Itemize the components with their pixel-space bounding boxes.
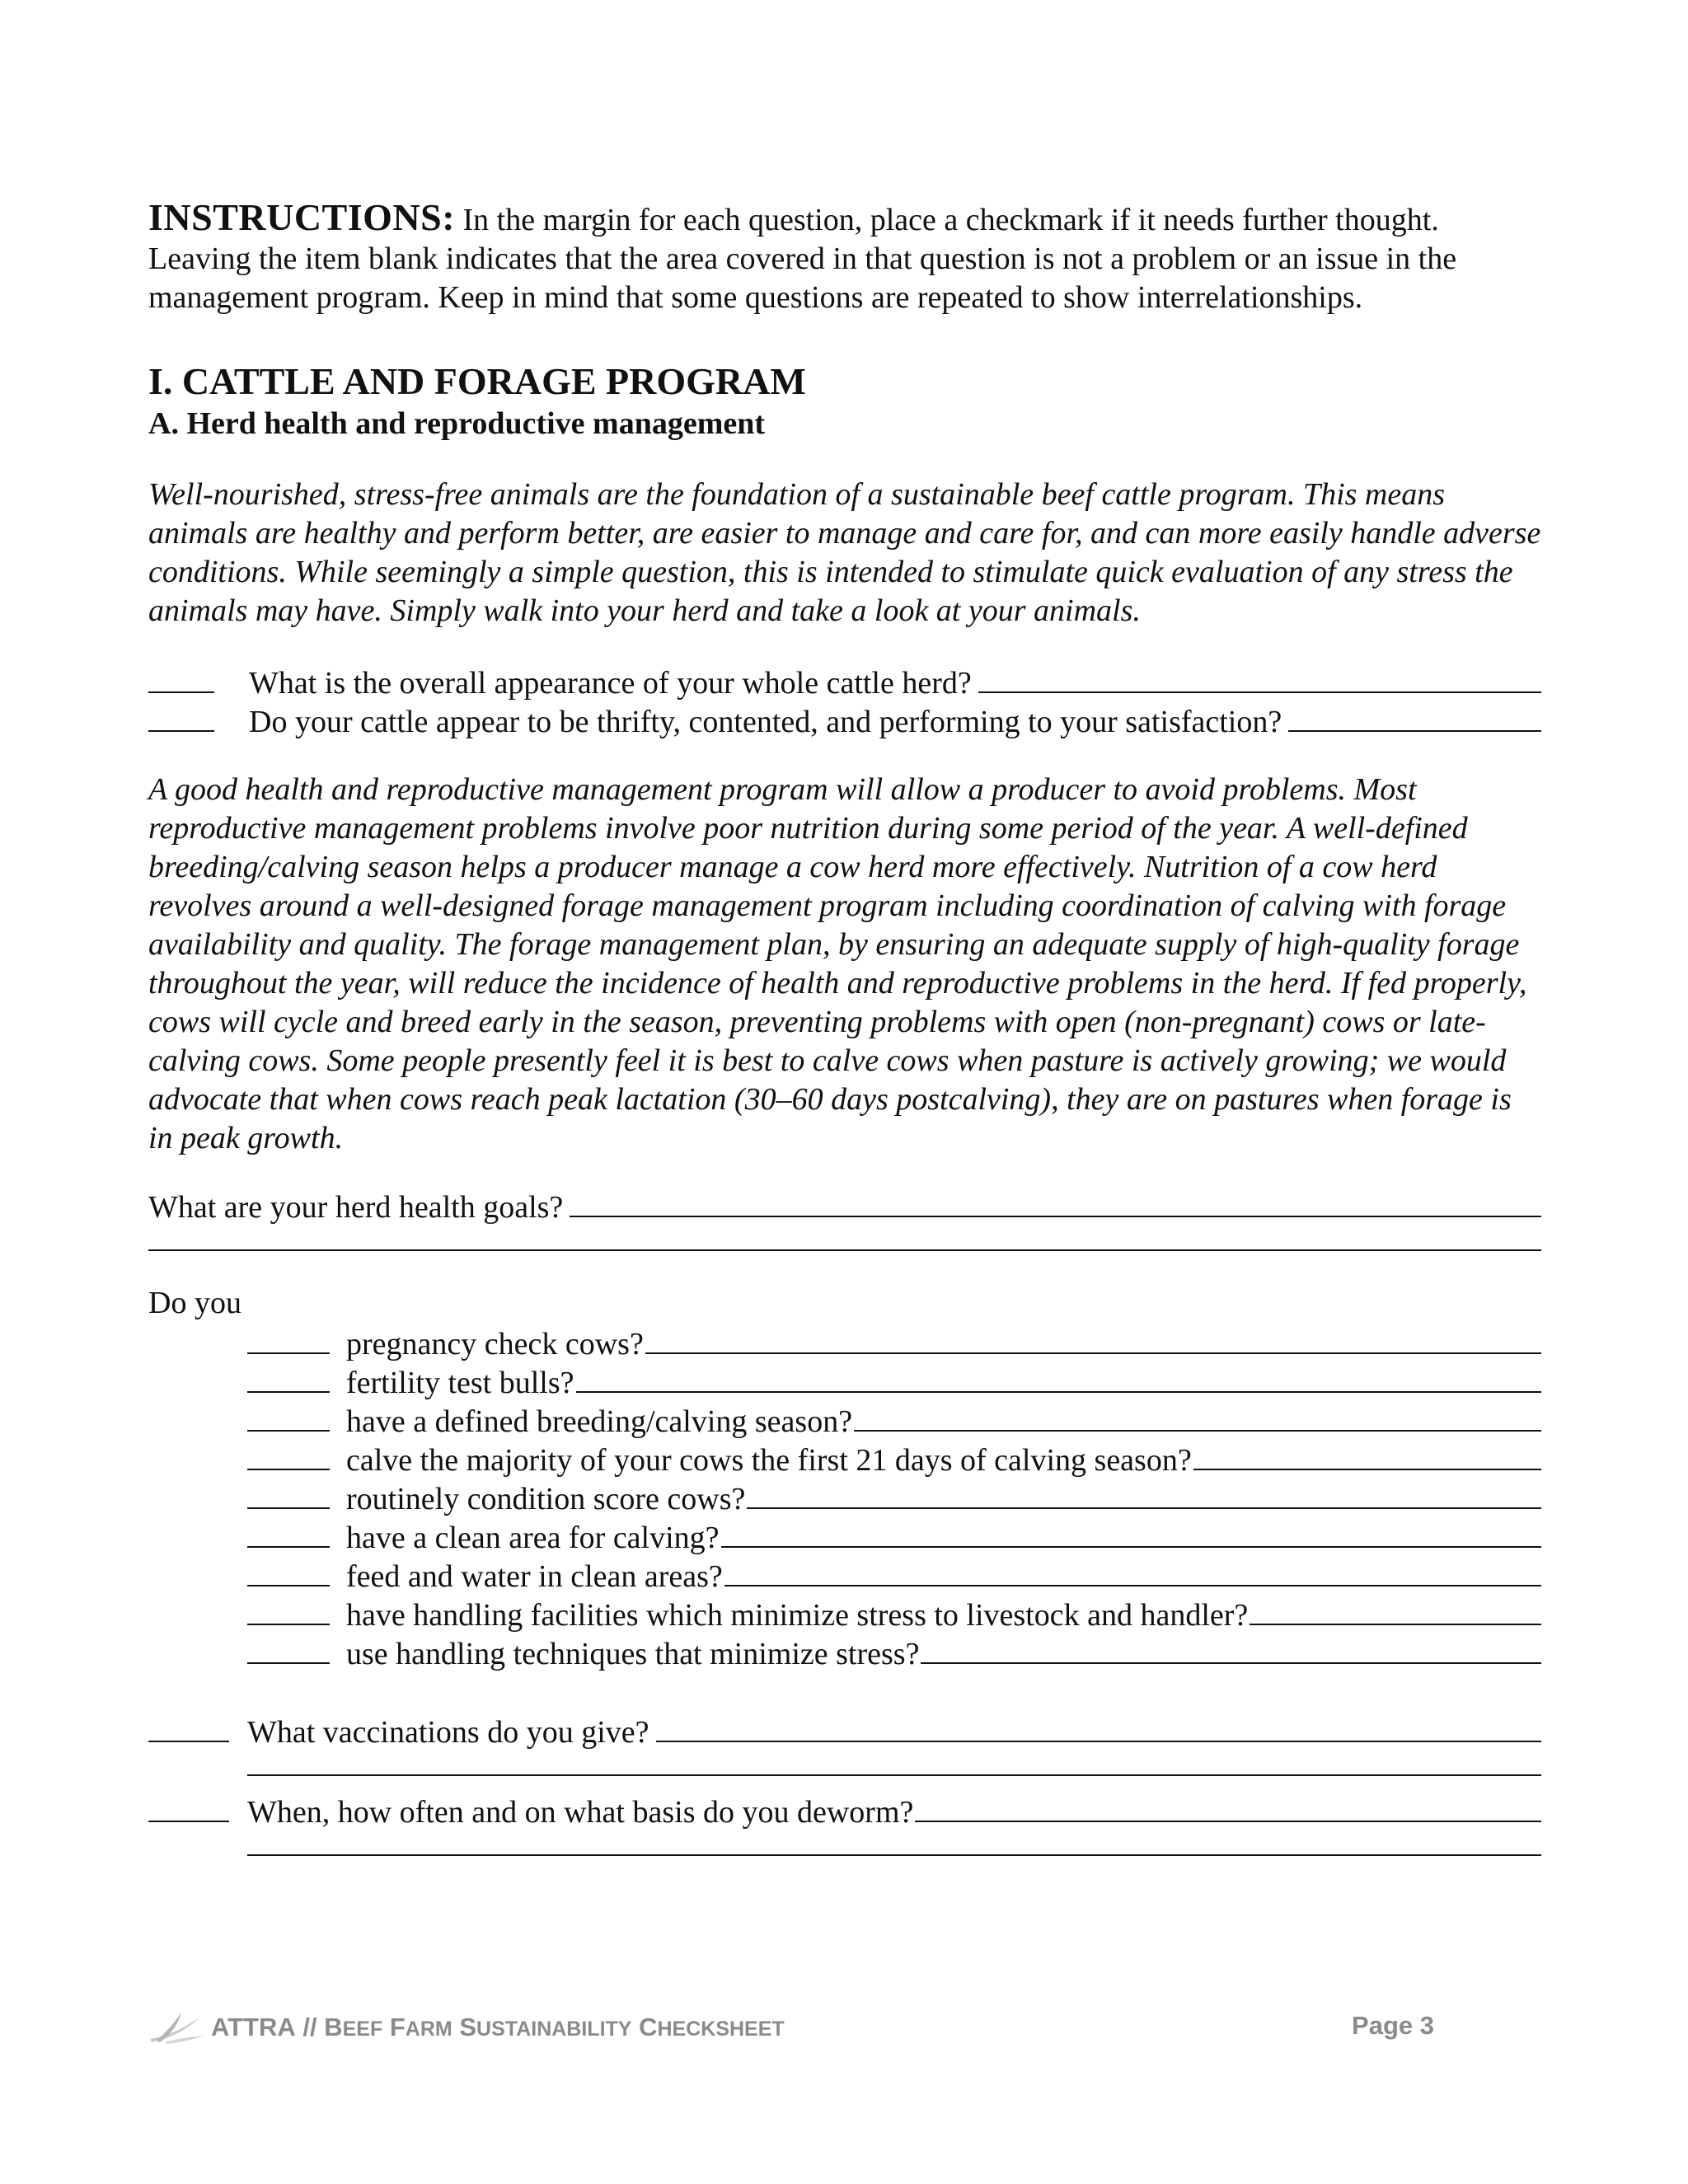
question-text: What vaccinations do you give? (247, 1715, 649, 1750)
checkmark-blank[interactable] (247, 1361, 330, 1393)
answer-line[interactable] (570, 1186, 1541, 1217)
item-text: use handling techniques that minimize stress? (346, 1637, 920, 1671)
answer-line[interactable] (915, 1791, 1541, 1822)
list-item (247, 1323, 1541, 1361)
checkmark-blank[interactable] (247, 1323, 330, 1354)
answer-line[interactable] (1250, 1594, 1541, 1625)
herd-health-goals (148, 1186, 1541, 1251)
checkmark-blank[interactable] (247, 1439, 330, 1470)
question-row (148, 662, 1541, 701)
reproductive-paragraph: A good health and reproductive management program will allow a producer to avoid problems. Most reproductive management problems involve poor nutrition during some period of the year. A well-defined breeding/calving season helps a producer manage a cow herd more effectively. Nutrition of a cow herd revolves around a well-designed forage management program including coordination of calving with forage availability and quality. The forage management plan, by ensuring an adequate supply of high-quality forage throughout the year, will reduce the incidence of health and reproductive problems in the herd. If fed properly, cows will cycle and breed early in the season, preventing problems with open (non-pregnant) cows or late-calving cows. Some people presently feel it is best to calve cows when pasture is actively growing; we would advocate that when cows reach peak lactation (30–60 days postcalving), they are on pastures when forage is in peak growth. (148, 772, 1527, 1155)
answer-line[interactable] (724, 1555, 1541, 1586)
item-text: have handling facilities which minimize stress to livestock and handler? (346, 1598, 1249, 1633)
instructions (148, 198, 1541, 317)
list-item (247, 1516, 1541, 1555)
answer-line[interactable] (576, 1361, 1541, 1393)
checkmark-blank[interactable] (247, 1478, 330, 1509)
answer-line[interactable] (247, 1830, 1541, 1856)
answer-line[interactable] (854, 1400, 1541, 1432)
answer-line[interactable] (978, 662, 1541, 693)
checkmark-blank[interactable] (247, 1633, 330, 1664)
item-text: routinely condition score cows? (346, 1482, 746, 1516)
item-text: have a clean area for calving? (346, 1521, 720, 1555)
instructions-text: In the margin for each question, place a checkmark if it needs further thought. Leaving the item blank indicates that the area covered in that question is not a problem or an issue in the management program. Keep in mind that some questions are repeated to show interrelationships. (148, 203, 1457, 315)
do-you-label: Do you (148, 1286, 241, 1320)
question-row (148, 1791, 1541, 1830)
question-text: What is the overall appearance of your whole cattle herd? (249, 666, 972, 701)
question-text: Do your cattle appear to be thrifty, contented, and performing to your satisfaction? (249, 705, 1282, 739)
answer-line[interactable] (656, 1711, 1541, 1742)
question-row (148, 1186, 1541, 1225)
list-item (247, 1633, 1541, 1671)
checkmark-blank[interactable] (247, 1516, 330, 1548)
do-you-list (247, 1323, 1541, 1671)
subsection-title: A. Herd health and reproductive management (148, 406, 766, 441)
list-item (247, 1361, 1541, 1400)
list-item (247, 1439, 1541, 1478)
list-item (247, 1400, 1541, 1439)
question-text: What are your herd health goals? (148, 1190, 564, 1225)
question-text: When, how often and on what basis do you deworm? (247, 1795, 914, 1830)
checkmark-blank[interactable] (148, 701, 214, 732)
list-item (247, 1555, 1541, 1594)
checkmark-blank[interactable] (247, 1400, 330, 1432)
answer-line[interactable] (247, 1750, 1541, 1776)
page-number: Page 3 (1352, 2011, 1434, 2040)
answer-line[interactable] (721, 1516, 1541, 1548)
answer-line[interactable] (747, 1478, 1541, 1509)
deworm-question (148, 1791, 1541, 1856)
item-text: calve the majority of your cows the first 21 days of calving season? (346, 1443, 1192, 1478)
vaccination-question (148, 1711, 1541, 1776)
checkmark-blank[interactable] (247, 1555, 330, 1586)
page-content (148, 198, 1541, 1871)
list-item (247, 1594, 1541, 1633)
question-row (148, 701, 1541, 739)
checkmark-blank[interactable] (148, 662, 214, 693)
footer-separator: // (302, 2013, 317, 2041)
intro-paragraph: Well-nourished, stress-free animals are the foundation of a sustainable beef cattle program. This means animals are healthy and perform better, are easier to manage and care for, and can more easily handle adverse conditions. While seemingly a simple question, this is intended to stimulate quick evaluation of any stress the animals may have. Simply walk into your herd and take a look at your animals. (148, 477, 1541, 628)
section-title: I. CATTLE AND FORAGE PROGRAM (148, 360, 806, 402)
footer-brand-name: ATTRA (211, 2013, 296, 2041)
checkmark-blank[interactable] (148, 1711, 229, 1742)
item-text: have a defined breeding/calving season? (346, 1404, 853, 1439)
page-footer (148, 2011, 1434, 2052)
footer-brand (148, 2011, 785, 2044)
checkmark-blank[interactable] (247, 1594, 330, 1625)
footer-doc-title: BEEF FARM SUSTAINABILITY CHECKSHEET (324, 2013, 785, 2041)
instructions-label: INSTRUCTIONS: (148, 196, 456, 238)
answer-line[interactable] (1288, 701, 1541, 732)
appearance-questions (148, 662, 1541, 739)
list-item (247, 1478, 1541, 1516)
question-row (148, 1711, 1541, 1750)
answer-line[interactable] (645, 1323, 1541, 1354)
checkmark-blank[interactable] (148, 1791, 229, 1822)
leaf-logo-icon (148, 2011, 206, 2044)
item-text: pregnancy check cows? (346, 1327, 644, 1361)
answer-line[interactable] (921, 1633, 1541, 1664)
answer-line[interactable] (148, 1225, 1541, 1251)
answer-line[interactable] (1193, 1439, 1541, 1470)
item-text: fertility test bulls? (346, 1366, 574, 1400)
item-text: feed and water in clean areas? (346, 1559, 723, 1594)
